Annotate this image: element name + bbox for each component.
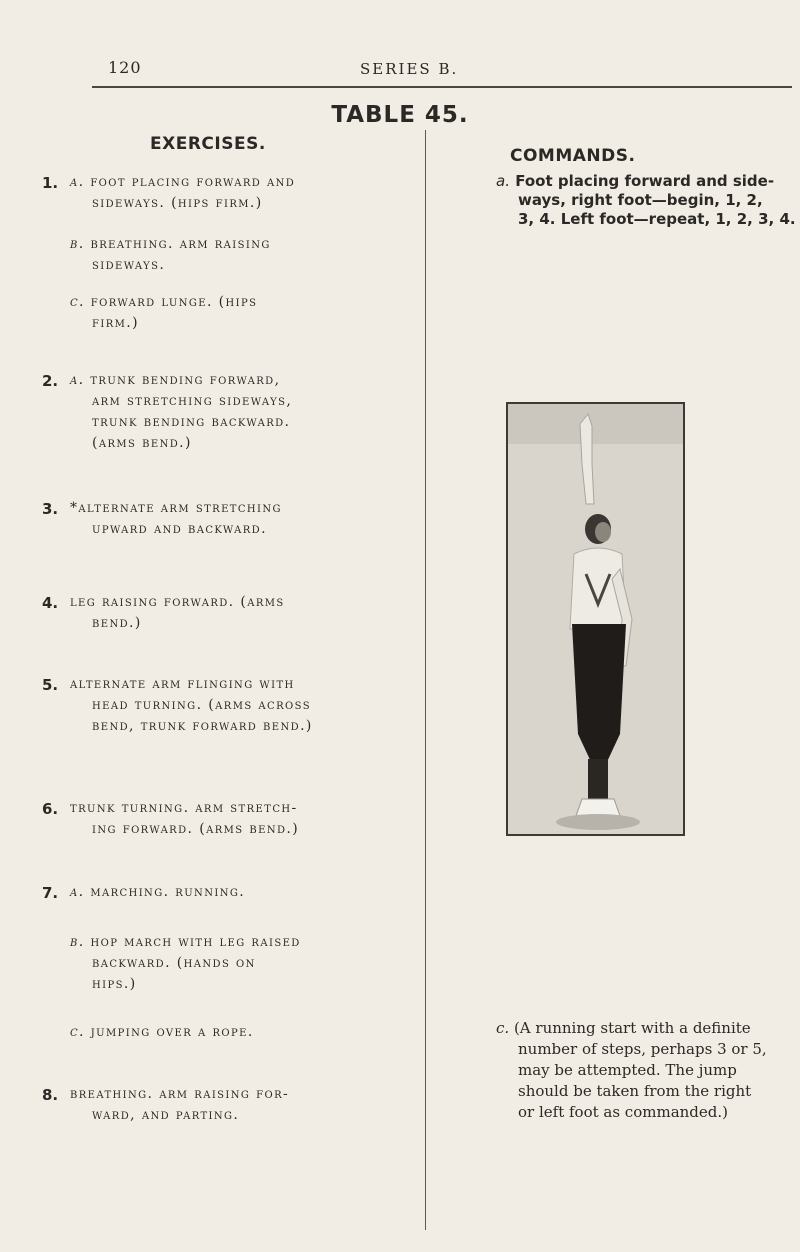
exercise-8: [70, 1084, 410, 1126]
command-line: 3, 4. Left foot—repeat, 1, 2, 3, 4.: [518, 210, 796, 228]
command-c: [496, 1018, 796, 1123]
command-a: [496, 172, 796, 229]
exercise-number-5: 5.: [42, 676, 59, 694]
part-label: c.: [70, 1024, 85, 1040]
header-rule: [92, 86, 792, 88]
part-label: a.: [70, 174, 85, 190]
exercise-line: leg raising forward. (arms: [70, 594, 285, 610]
exercise-7c: [70, 1022, 410, 1043]
column-divider: [425, 130, 426, 1230]
exercise-line: ward, and parting.: [92, 1107, 240, 1123]
exercise-photograph: [506, 402, 685, 836]
exercise-line: hips.): [92, 976, 137, 992]
exercise-number-3: 3.: [42, 500, 59, 518]
exercise-line: upward and backward.: [92, 521, 267, 537]
exercise-6: [70, 798, 410, 840]
exercise-number-2: 2.: [42, 372, 59, 390]
part-label: b.: [70, 236, 85, 252]
exercise-1b: [70, 234, 410, 276]
exercise-line: foot placing forward and: [90, 174, 296, 190]
exercise-line: breathing. arm raising for-: [70, 1086, 290, 1102]
exercise-2: [70, 370, 410, 454]
exercise-line: trunk turning. arm stretch-: [70, 800, 298, 816]
exercise-line: *alternate arm stretching: [70, 500, 282, 516]
part-label: b.: [70, 934, 85, 950]
command-line: may be attempted. The jump: [518, 1061, 737, 1079]
exercise-line: (arms bend.): [92, 435, 192, 451]
exercise-line: bend, trunk forward bend.): [92, 718, 313, 734]
exercise-line: trunk bending forward,: [90, 372, 281, 388]
exercise-7b: [70, 932, 410, 995]
exercise-3: [70, 498, 410, 540]
commands-heading: COMMANDS.: [510, 146, 636, 166]
exercise-line: jumping over a rope.: [90, 1024, 254, 1040]
command-line: (A running start with a definite: [513, 1019, 751, 1037]
part-label: a.: [70, 372, 85, 388]
exercise-line: bend.): [92, 615, 142, 631]
command-line: ways, right foot—begin, 1, 2,: [518, 191, 763, 209]
exercise-line: marching. running.: [90, 884, 246, 900]
exercise-line: backward. (hands on: [92, 955, 256, 971]
command-line: should be taken from the right: [518, 1082, 752, 1100]
exercise-line: trunk bending backward.: [92, 414, 291, 430]
exercise-line: sideways. (hips firm.): [92, 195, 263, 211]
part-label: c.: [496, 1019, 510, 1037]
exercise-1c: [70, 292, 410, 334]
exercise-number-4: 4.: [42, 594, 59, 612]
exercises-heading: EXERCISES.: [150, 134, 266, 154]
exercise-line: firm.): [92, 315, 139, 331]
exercise-number-7: 7.: [42, 884, 59, 902]
exercise-line: sideways.: [92, 257, 166, 273]
command-line: Foot placing forward and side-: [515, 172, 775, 190]
command-line: number of steps, perhaps 3 or 5,: [518, 1040, 767, 1058]
exercise-line: arm stretching sideways,: [92, 393, 293, 409]
exercise-number-1: 1.: [42, 174, 59, 192]
exercise-line: head turning. (arms across: [92, 697, 311, 713]
exercise-line: alternate arm flinging with: [70, 676, 295, 692]
part-label: a.: [70, 884, 85, 900]
page-number: 120: [108, 58, 142, 77]
exercise-number-8: 8.: [42, 1086, 59, 1104]
part-label: c.: [70, 294, 85, 310]
exercise-1: [70, 172, 410, 214]
exercise-line: breathing. arm raising: [90, 236, 271, 252]
exercise-line: forward lunge. (hips: [90, 294, 258, 310]
figure-illustration: [508, 404, 683, 834]
exercise-4: [70, 592, 410, 634]
exercise-line: ing forward. (arms bend.): [92, 821, 300, 837]
command-line: or left foot as commanded.): [518, 1103, 728, 1121]
table-title: TABLE 45.: [331, 102, 469, 128]
running-head: SERIES B.: [360, 60, 459, 78]
part-label: a.: [496, 172, 510, 190]
exercise-7a: [70, 882, 410, 903]
exercise-number-6: 6.: [42, 800, 59, 818]
exercise-5: [70, 674, 410, 737]
exercise-line: hop march with leg raised: [90, 934, 301, 950]
